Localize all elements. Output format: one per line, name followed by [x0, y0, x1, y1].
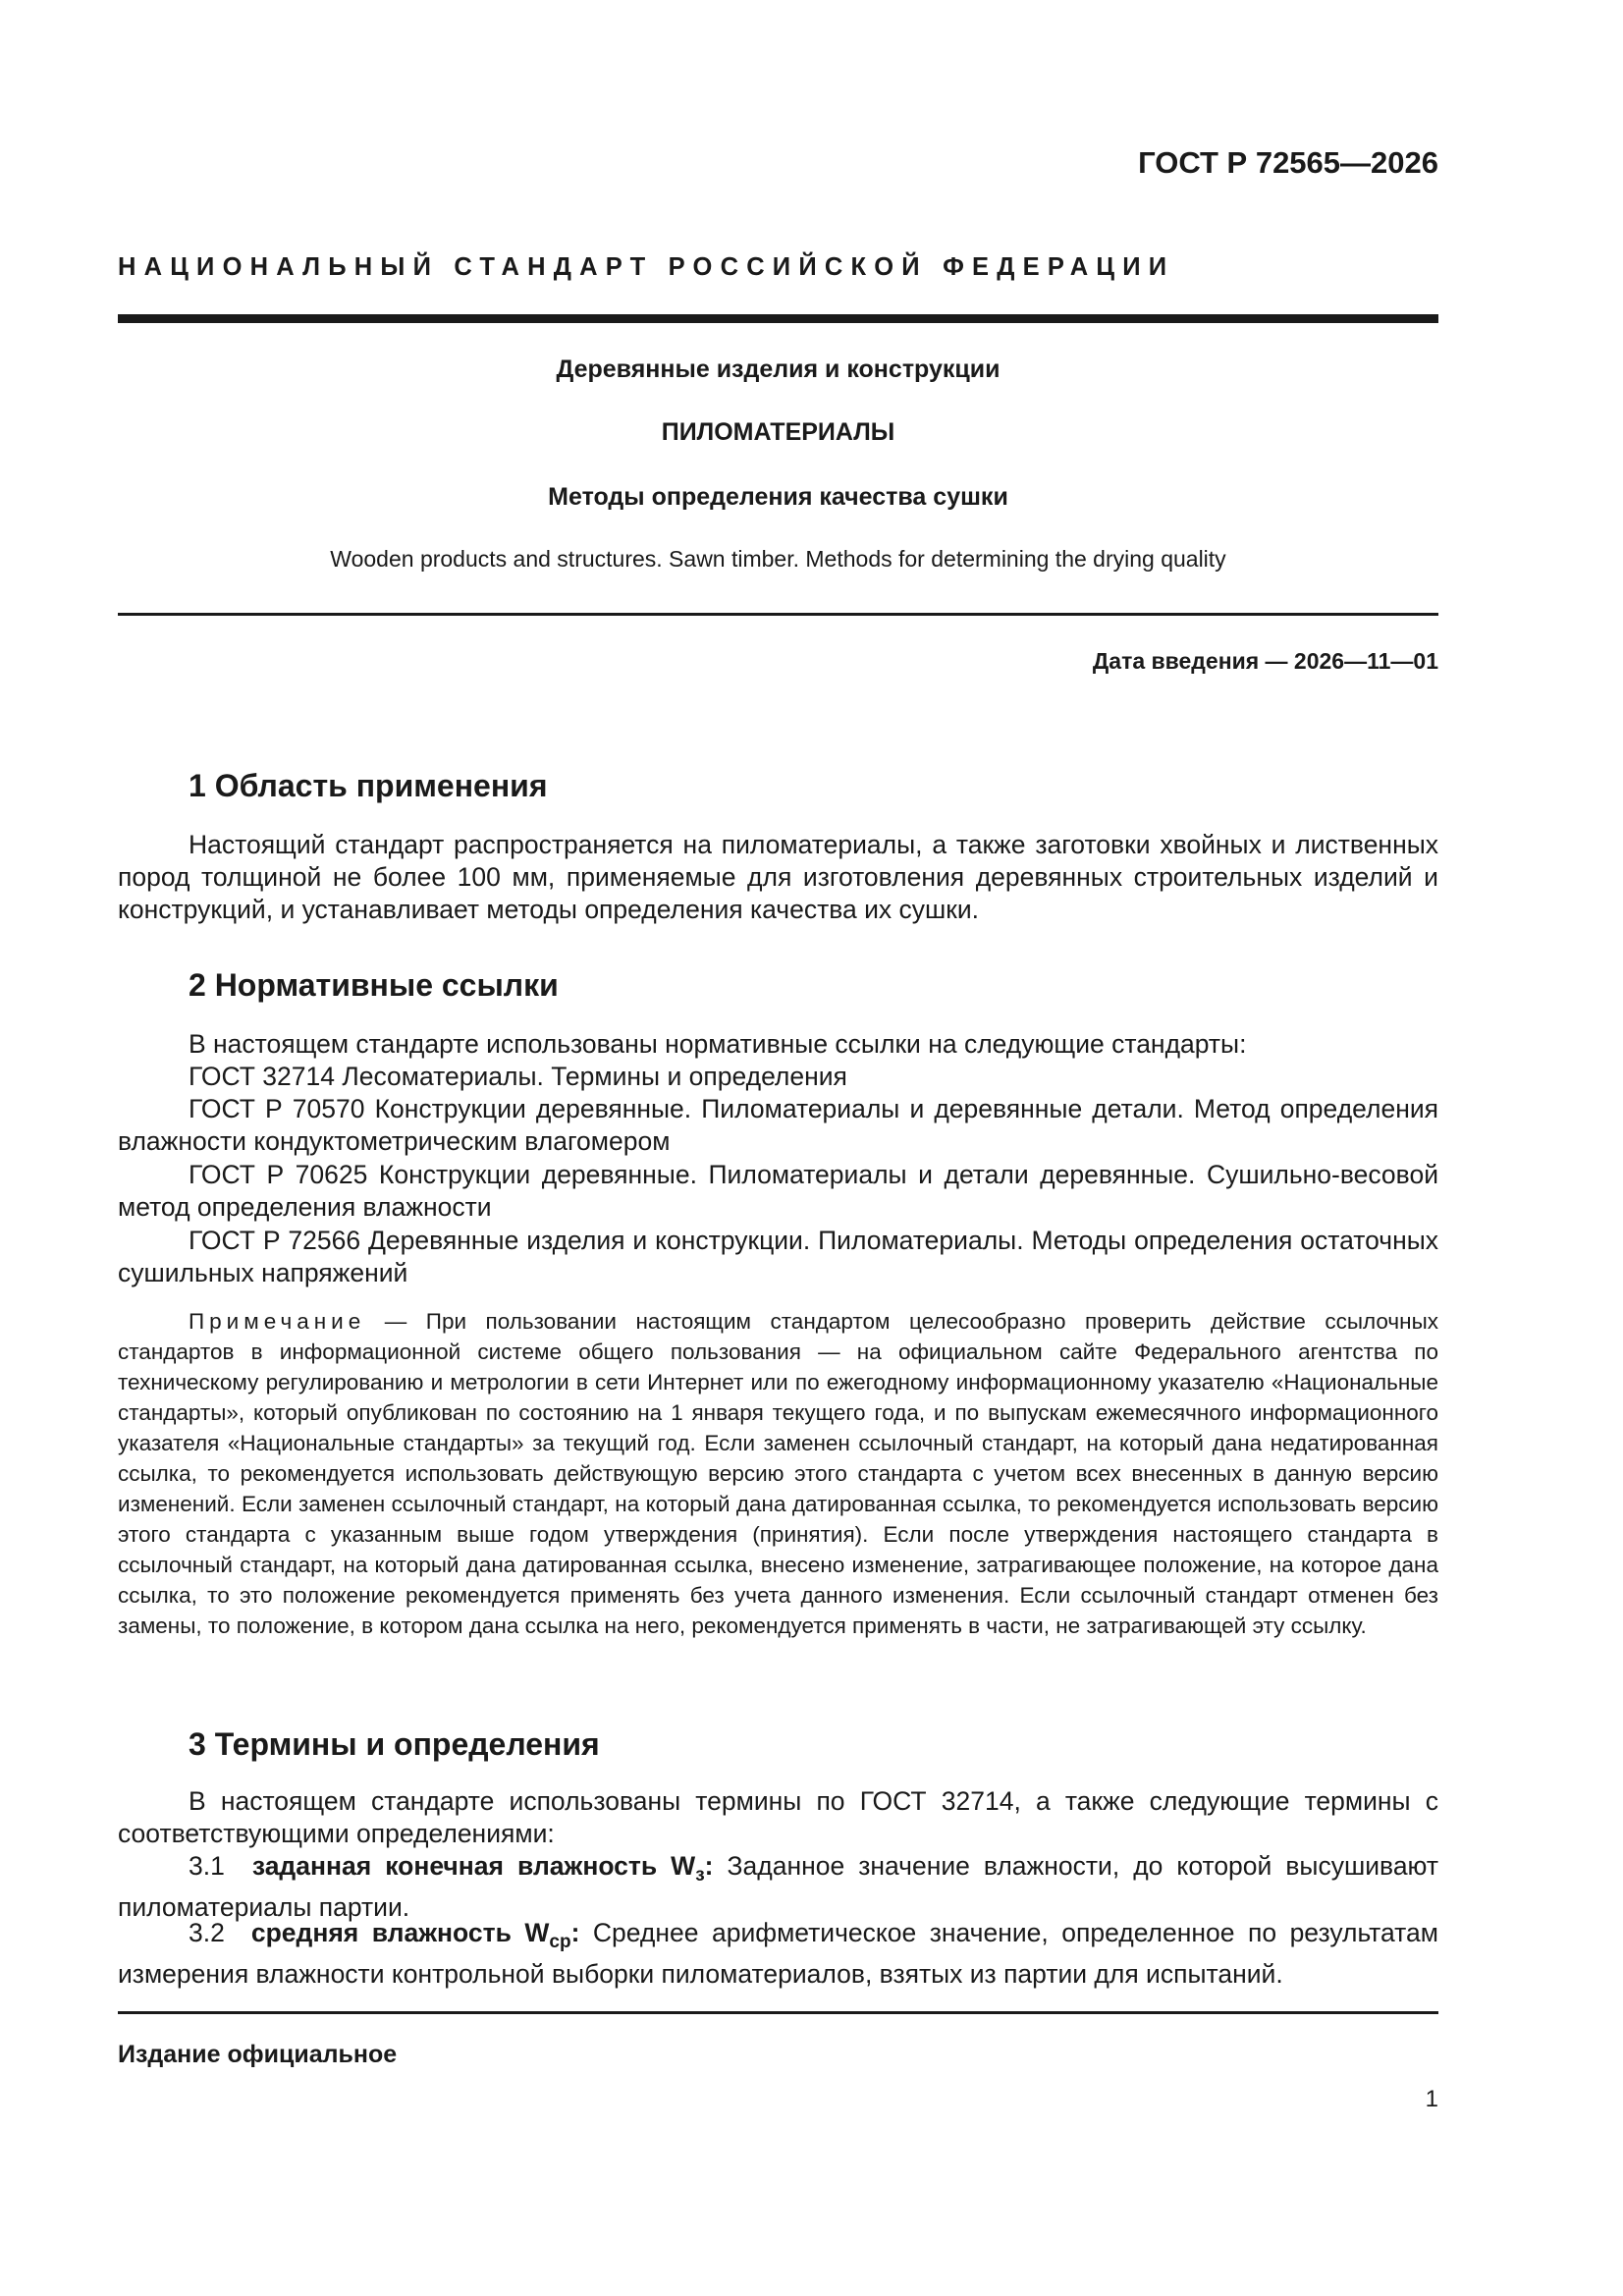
term-colon: :: [570, 1918, 580, 1947]
section-heading-scope: 1 Область применения: [189, 768, 548, 803]
reference-item: ГОСТ Р 70625 Конструкции деревянные. Пиломатериалы и детали деревянные. Сушильно-весовой метод определения влажности: [118, 1160, 1438, 1222]
section-heading-references: 2 Нормативные ссылки: [189, 967, 559, 1003]
term-number: 3.1: [189, 1851, 225, 1881]
term-name: заданная конечная влажность W: [251, 1851, 696, 1881]
footer-divider: [118, 2011, 1438, 2014]
scope-paragraph: Настоящий стандарт распространяется на пиломатериалы, а также заготовки хвойных и лиственных пород толщиной не более 100 мм, применяемые для изготовления деревянных строительных изделий и конструкций, и устанавливает методы определения качества их сушки.: [118, 830, 1438, 924]
term-entry: [118, 1917, 1438, 1991]
title-sub: Методы определения качества сушки: [548, 483, 1008, 511]
term-name: средняя влажность W: [250, 1918, 550, 1947]
title-divider: [118, 613, 1438, 616]
standard-number: ГОСТ Р 72565—2026: [1138, 145, 1438, 180]
title-main: ПИЛОМАТЕРИАЛЫ: [661, 418, 895, 446]
thick-divider: [118, 314, 1438, 323]
national-standard-banner: НАЦИОНАЛЬНЫЙ СТАНДАРТ РОССИЙСКОЙ ФЕДЕРАЦИИ: [118, 253, 1175, 281]
official-edition-label: Издание официальное: [118, 2041, 398, 2068]
term-definition: Среднее арифметическое значение, определенное по результатам измерения влажности контрольной выборки пиломатериалов, взятых из партии для испытаний.: [118, 1918, 1438, 1989]
term-subscript: з: [695, 1865, 705, 1886]
page-number: 1: [1425, 2086, 1438, 2112]
title-english: Wooden products and structures. Sawn timber. Methods for determining the drying quality: [330, 546, 1226, 572]
term-subscript: ср: [549, 1932, 571, 1952]
term-colon: :: [704, 1851, 714, 1881]
terms-intro: В настоящем стандарте использованы термины по ГОСТ 32714, а также следующие термины с соответствующими определениями:: [118, 1786, 1438, 1848]
note-label: Примечание: [189, 1309, 366, 1334]
reference-item: ГОСТ Р 70570 Конструкции деревянные. Пиломатериалы и деревянные детали. Метод определения влажности кондуктометрическим влагомером: [118, 1094, 1438, 1156]
introduction-date: Дата введения — 2026—11—01: [1092, 648, 1438, 674]
term-entry: [118, 1850, 1438, 1924]
reference-item: ГОСТ 32714 Лесоматериалы. Термины и определения: [189, 1062, 847, 1091]
reference-item: ГОСТ Р 72566 Деревянные изделия и конструкции. Пиломатериалы. Методы определения остаточных сушильных напряжений: [118, 1226, 1438, 1287]
references-intro: В настоящем стандарте использованы нормативные ссылки на следующие стандарты:: [189, 1029, 1247, 1059]
term-definition: Заданное значение влажности, до которой высушивают пиломатериалы партии.: [118, 1851, 1438, 1922]
term-number: 3.2: [189, 1918, 225, 1947]
title-group: Деревянные изделия и конструкции: [556, 355, 1001, 383]
references-note: [118, 1306, 1438, 1641]
note-text: — При пользовании настоящим стандартом целесообразно проверить действие ссылочных стандартов в информационной системе общего пользования — на официальном сайте Федерального агентства по техническому регулированию и метрологии в сети Интернет или по ежегодному информационному указателю «Национальные стандарты», который опубликован по состоянию на 1 января текущего года, и по выпускам ежемесячного информационного указателя «Национальные стандарты» за текущий год. Если заменен ссылочный стандарт, на который дана недатированная ссылка, то рекомендуется использовать действующую версию этого стандарта с учетом всех внесенных в данную версию изменений. Если заменен ссылочный стандарт, на который дана датированная ссылка, то рекомендуется использовать версию этого стандарта с указанным выше годом утверждения (принятия). Если после утверждения настоящего стандарта в ссылочный стандарт, на который дана датированная ссылка, внесено изменение, затрагивающее положение, на которое дана ссылка, то это положение рекомендуется применять без учета данного изменения. Если ссылочный стандарт отменен без замены, то положение, в котором дана ссылка на него, рекомендуется применять в части, не затрагивающей эту ссылку.: [118, 1309, 1438, 1638]
section-heading-terms: 3 Термины и определения: [189, 1726, 600, 1762]
